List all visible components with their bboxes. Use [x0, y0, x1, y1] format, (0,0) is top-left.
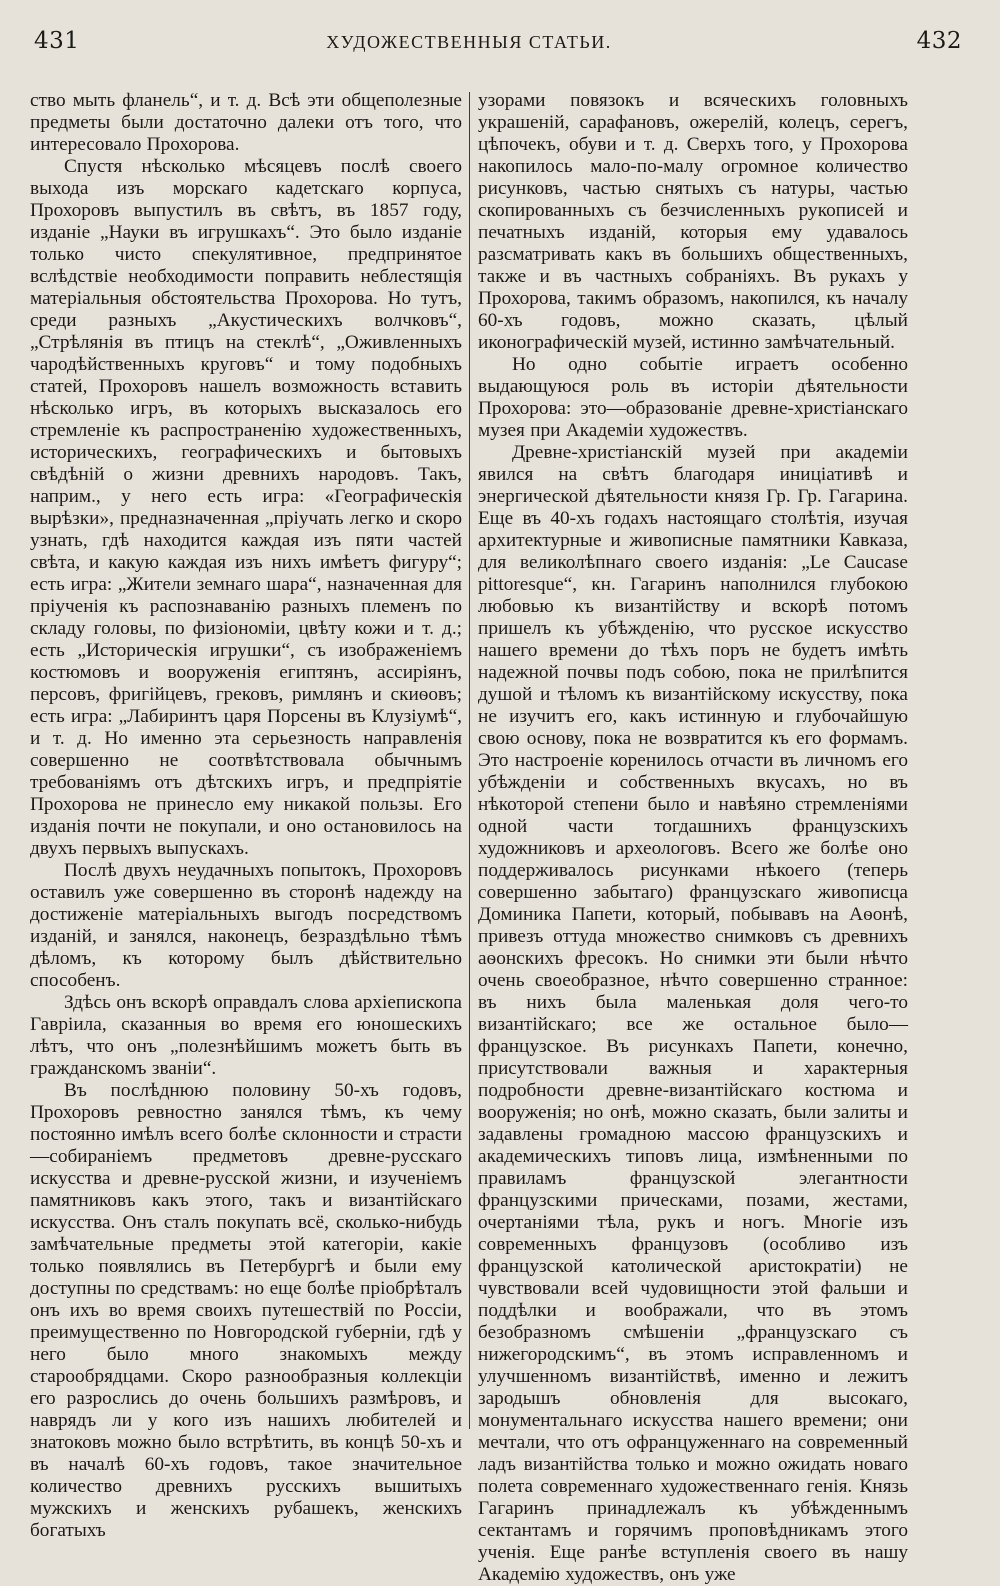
- paragraph: Послѣ двухъ неудачныхъ попытокъ, Прохоровъ оставилъ уже совершенно въ сторонѣ надежду на достиженіе матеріальныхъ выгодъ посредствомъ изданій, и занялся, наконецъ, безраздѣльно тѣмъ дѣломъ, къ которому былъ дѣйствительно способенъ.: [30, 860, 462, 991]
- running-header: [34, 28, 962, 68]
- page-number-left: 431: [34, 28, 80, 54]
- paragraph: Спустя нѣсколько мѣсяцевъ послѣ своего выхода изъ морскаго кадетскаго корпуса, Прохоровъ выпустилъ въ свѣтъ, въ 1857 году, изданіе „Науки въ игрушкахъ“. Это было изданіе только чисто спекулятивное, предпринятое вслѣдствіе необходимости поправить неблестящія матеріальныя обстоятельства Прохорова. Но тутъ, среди разныхъ „Акустическихъ волчковъ“, „Стрѣлянія въ птицъ на стеклѣ“, „Оживленныхъ чародѣйственныхъ круговъ“ и тому подобныхъ статей, Прохоровъ нашелъ возможность вставить нѣсколько игръ, въ которыхъ высказалось его стремленіе къ распространенію художественныхъ, историческихъ, географическихъ и бытовыхъ свѣдѣній о жизни древнихъ народовъ. Такъ, наприм., у него есть игра: «Географическія вырѣзки», предназначенная „пріучать легко и скоро узнать, гдѣ находится каждая изъ пяти частей свѣта, и какую каждая изъ нихъ имѣетъ фигуру“; есть игра: „Жители земнаго шара“, назначенная для пріученія къ распознаванію разныхъ племенъ по складу головы, по физіономіи, цвѣту кожи и т. д.; есть „Историческія игрушки“, съ изображеніемъ костюмовъ и вооруженія египтянъ, ассиріянъ, персовъ, фригійцевъ, грековъ, римлянъ и скиѳовъ; есть игра: „Лабиринтъ царя Порсены въ Клузіумѣ“, и т. д. Но именно эта серьезность направленія совершенно не соотвѣтствовала обычнымъ требованіямъ отъ дѣтскихъ игръ, и предпріятіе Прохорова не принесло ему никакой пользы. Его изданія почти не покупали, и оно остановилось на двухъ первыхъ выпускахъ.: [30, 156, 462, 859]
- paragraph: Древне-христіанскій музей при академіи явился на свѣтъ благодаря иниціативѣ и энергической дѣятельности князя Гр. Гр. Гагарина. Еще въ 40-хъ годахъ настоящаго столѣтія, изучая архитектурные и живописные памятники Кавказа, для великолѣпнаго своего изданія: „Le Caucase pittoresque“, кн. Гагаринъ наполнился глубокою любовью къ византійству и вскорѣ потомъ пришелъ къ убѣжденію, что русское искусство нашего времени до тѣхъ поръ не будетъ имѣть надежной почвы подъ собою, пока не прилѣпится душой и тѣломъ къ византійскому искусству, пока не изучитъ его, какъ истинную и глубочайшую свою основу, пока не возвратится къ его формамъ. Это настроеніе коренилось отчасти въ личномъ его убѣжденіи и собственныхъ вкусахъ, но въ нѣкоторой степени было и навѣяно стремленіями одной части тогдашнихъ французскихъ художниковъ и археологовъ. Всего же болѣе оно поддерживалось рисунками нѣкоего (теперь совершенно забытаго) французскаго живописца Доминика Папети, который, побывавъ на Аѳонѣ, привезъ оттуда множество снимковъ съ древнихъ аѳонскихъ фресокъ. Но снимки эти были нѣчто очень своеобразное, нѣчто совершенно странное: въ нихъ была маленькая доля чего-то византійскаго; все же остальное было—французское. Въ рисункахъ Папети, конечно, присутствовали важныя и характерныя подробности древне-византійскаго костюма и вооруженія; но онѣ, можно сказать, были залиты и задавлены громадною массою французскихъ и академическихъ типовъ лица, измѣненными по правиламъ французской элегантности французскими прическами, позами, жестами, очертаніями тѣла, рукъ и ногъ. Многіе изъ современныхъ французовъ (особливо изъ французской католической аристократіи) не чувствовали всей чудовищности этой фальши и поддѣлки и воображали, что въ этомъ безобразномъ смѣшеніи „французскаго съ нижегородскимъ“, въ этомъ исправленномъ и улучшенномъ византійствѣ, именно и лежитъ зародышъ обновленія для высокаго, монументальнаго искусства нашего времени; они мечтали, что отъ офранцуженнаго на современный ладъ византійства только и можно ожидать новаго полета современнаго художественнаго генія. Князь Гагаринъ принадлежалъ къ убѣжденнымъ сектантамъ и горячимъ проповѣдникамъ этого ученія. Еще ранѣе вступленія своего въ нашу Академію художествъ, онъ уже: [478, 442, 908, 1585]
- paragraph: Здѣсь онъ вскорѣ оправдалъ слова архіепископа Гаврiила, сказанныя во время его юношескихъ лѣтъ, что онъ „полезнѣйшимъ можетъ быть въ гражданскомъ званіи“.: [30, 992, 462, 1079]
- left-column: [30, 90, 462, 1541]
- paragraph: Но одно событіе играетъ особенно выдающуюся роль въ исторіи дѣятельности Прохорова: это—образованіе древне-христіанскаго музея при Академіи художествъ.: [478, 354, 908, 441]
- paragraph: узорами повязокъ и всяческихъ головныхъ украшеній, сарафановъ, ожерелій, колецъ, серегъ, цѣпочекъ, обуви и т. д. Сверхъ того, у Прохорова накопилось мало-по-малу огромное количество рисунковъ, частью снятыхъ съ натуры, частью скопированныхъ съ безчисленныхъ рукописей и печатныхъ изданій, которыя ему удавалось разсматривать какъ въ большихъ общественныхъ, также и въ частныхъ собраніяхъ. Въ рукахъ у Прохорова, такимъ образомъ, накопился, къ началу 60-хъ годовъ, можно сказать, цѣлый иконографическій музей, истинно замѣчательный.: [478, 90, 908, 353]
- page-number-right: 432: [916, 28, 962, 54]
- paragraph: Въ послѣднюю половину 50-хъ годовъ, Прохоровъ ревностно занялся тѣмъ, къ чему постоянно имѣлъ всего болѣе склонности и страсти—собираніемъ предметовъ древне-русскаго искусства и древне-русской жизни, и изученіемъ памятниковъ какъ этого, такъ и византійскаго искусства. Онъ сталъ покупать всё, сколько-нибудь замѣчательные предметы этой категоріи, какіе только появлялись въ Петербургѣ и были ему доступны по средствамъ: но еще болѣе пріобрѣталъ онъ ихъ во время своихъ путешествій по Россіи, преимущественно по Новгородской губерніи, гдѣ у него было много знакомыхъ между старообрядцами. Скоро разнообразныя коллекціи его разрослись до очень большихъ размѣровъ, и наврядъ ли у кого изъ нашихъ любителей и знатоковъ можно было встрѣтить, въ концѣ 50-хъ и въ началѣ 60-хъ годовъ, такое значительное количество древнихъ русскихъ вышитыхъ мужскихъ и женскихъ рубашекъ, женскихъ богатыхъ: [30, 1080, 462, 1541]
- paragraph: ство мыть фланель“, и т. д. Всѣ эти общеполезные предметы были достаточно далеки отъ того, что интересовало Прохорова.: [30, 90, 462, 155]
- column-divider: [469, 92, 470, 1429]
- right-column: [478, 90, 908, 1585]
- running-title: ХУДОЖЕСТВЕННЫЯ СТАТЬИ.: [326, 32, 612, 52]
